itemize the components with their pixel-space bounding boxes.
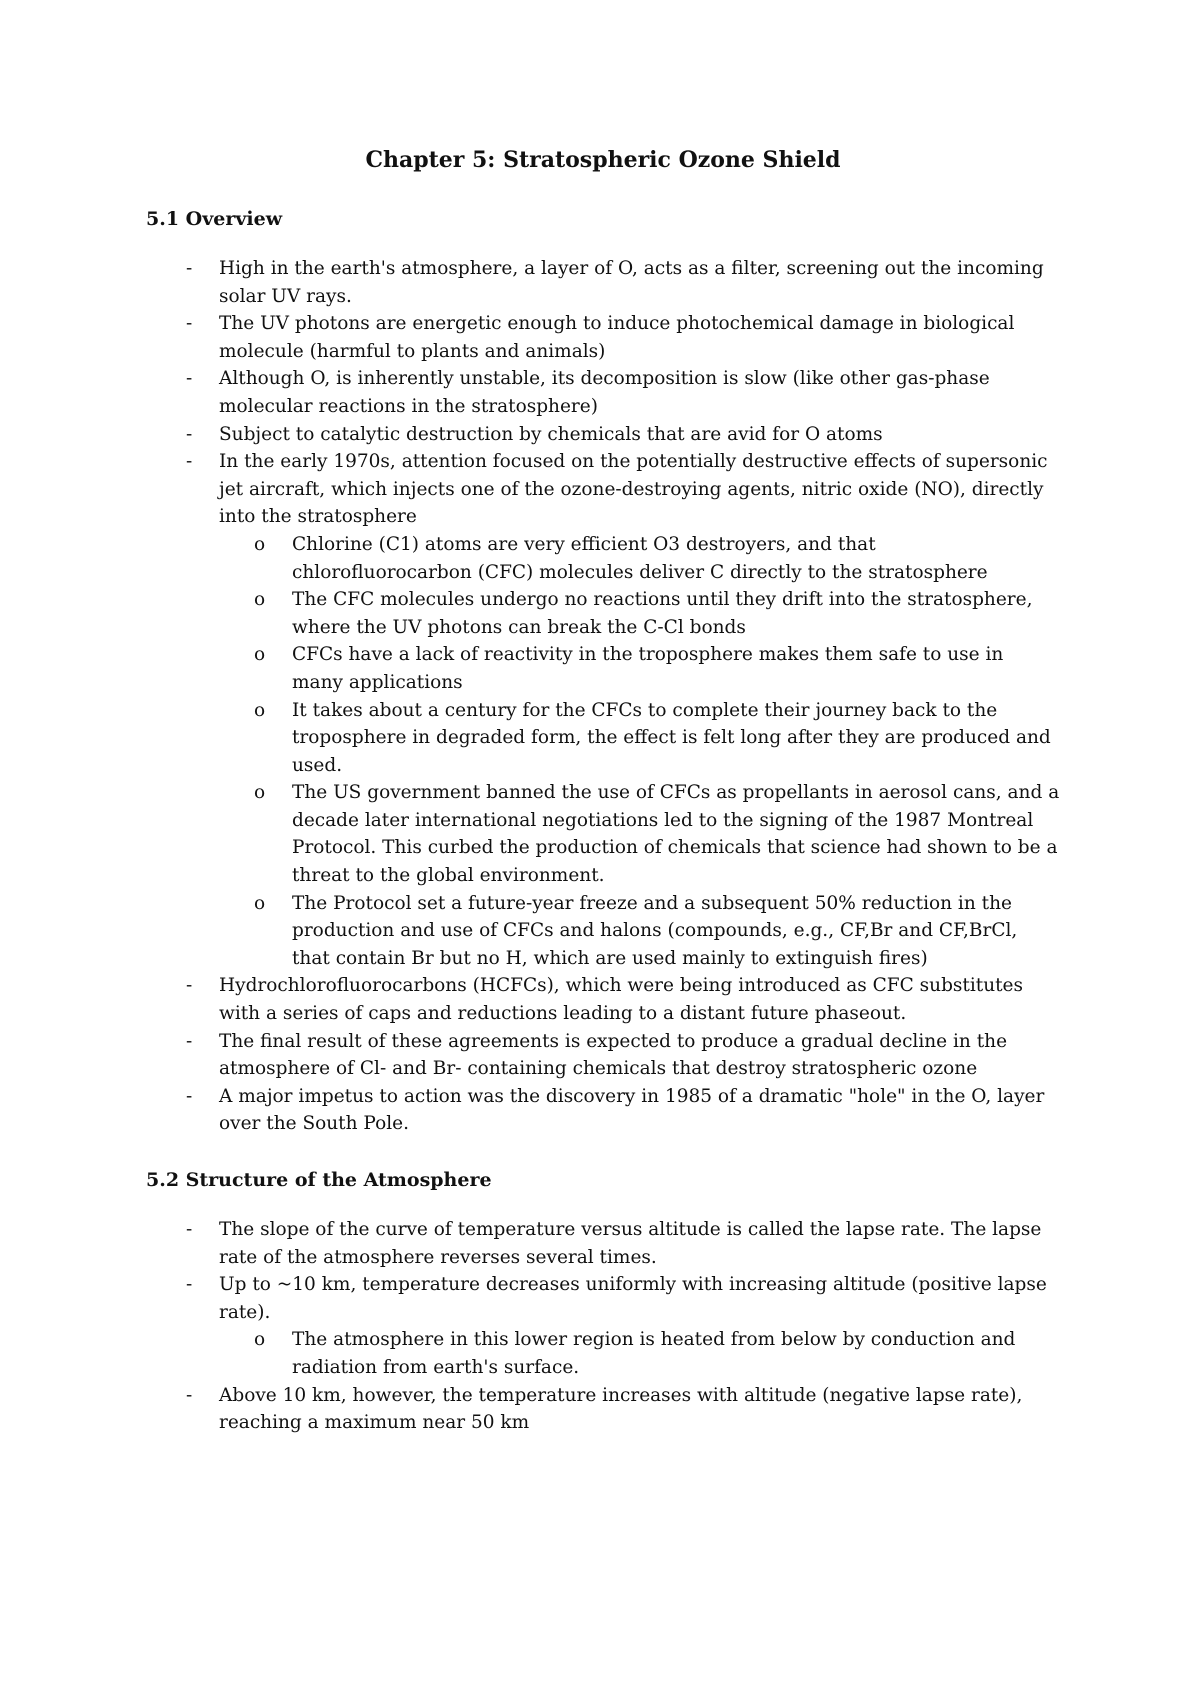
circle-marker: o bbox=[254, 589, 266, 611]
dash-marker: - bbox=[186, 313, 193, 335]
list-item bbox=[146, 1271, 1060, 1381]
dash-marker: - bbox=[186, 975, 193, 997]
dash-marker: - bbox=[186, 368, 193, 390]
structure-bullet-list bbox=[146, 1216, 1060, 1437]
list-item bbox=[146, 255, 1060, 310]
page-title: Chapter 5: Stratospheric Ozone Shield bbox=[365, 147, 841, 173]
list-item bbox=[146, 1216, 1060, 1271]
list-item-text: A major impetus to action was the discovery in 1985 of a dramatic "hole" in the O, layer over the South Pole. bbox=[219, 1085, 1045, 1135]
list-item-text: The slope of the curve of temperature versus altitude is called the lapse rate. The lapse rate of the atmosphere reverses several times. bbox=[219, 1219, 1042, 1268]
sub-list-item bbox=[219, 1326, 1060, 1381]
list-item-text: High in the earth's atmosphere, a layer of O, acts as a filter, screening out the incoming solar UV rays. bbox=[219, 258, 1044, 307]
list-item-text: In the early 1970s, attention focused on the potentially destructive effects of supersonic jet aircraft, which injects one of the ozone-destroying agents, nitric oxide (NO), directly into the stratosphere bbox=[219, 451, 1048, 528]
dash-marker: - bbox=[186, 258, 193, 279]
list-item-text: Above 10 km, however, the temperature increases with altitude (negative lapse rate), reaching a maximum near 50 km bbox=[219, 1384, 1023, 1434]
list-item-text: Subject to catalytic destruction by chemicals that are avid for O atoms bbox=[219, 423, 883, 445]
list-item bbox=[146, 1382, 1060, 1437]
sub-bullet-list bbox=[219, 1326, 1060, 1381]
dash-marker: - bbox=[186, 1384, 193, 1406]
dash-marker: - bbox=[186, 1219, 193, 1240]
dash-marker: - bbox=[186, 451, 193, 473]
list-item bbox=[146, 365, 1060, 420]
list-item-text: The UV photons are energetic enough to induce photochemical damage in biological molecule (harmful to plants and animals) bbox=[219, 313, 1015, 362]
sub-list-item-text: The CFC molecules undergo no reactions until they drift into the stratosphere, where the UV photons can break the C-Cl bonds bbox=[292, 589, 1033, 638]
list-item bbox=[146, 421, 1060, 449]
dash-marker: - bbox=[186, 1030, 193, 1052]
sub-list-item-text: It takes about a century for the CFCs to complete their journey back to the troposphere in degraded form, the effect is felt long after they are produced and used. bbox=[292, 699, 1051, 776]
sub-list-item bbox=[219, 697, 1060, 780]
sub-list-item bbox=[219, 641, 1060, 696]
sub-list-item-text: The atmosphere in this lower region is heated from below by conduction and radiation from earth's surface. bbox=[292, 1329, 1016, 1378]
circle-marker: o bbox=[254, 782, 266, 804]
list-item-text: Up to ~10 km, temperature decreases uniformly with increasing altitude (positive lapse rate). bbox=[219, 1274, 1047, 1323]
list-item bbox=[146, 448, 1060, 972]
sub-list-item bbox=[219, 890, 1060, 973]
list-item-text: The final result of these agreements is expected to produce a gradual decline in the atmosphere of Cl- and Br- containing chemicals that destroy stratospheric ozone bbox=[219, 1030, 1008, 1080]
list-item-text: Hydrochlorofluorocarbons (HCFCs), which were being introduced as CFC substitutes with a series of caps and reductions leading to a distant future phaseout. bbox=[219, 975, 1023, 1025]
sub-list-item bbox=[219, 779, 1060, 889]
sub-list-item-text: CFCs have a lack of reactivity in the troposphere makes them safe to use in many applications bbox=[292, 644, 1004, 693]
list-item bbox=[146, 1083, 1060, 1138]
list-item bbox=[146, 1028, 1060, 1083]
dash-marker: - bbox=[186, 423, 193, 445]
circle-marker: o bbox=[254, 1329, 266, 1351]
sub-list-item-text: Chlorine (C1) atoms are very efficient O3 destroyers, and that chlorofluorocarbon (CFC) molecules deliver C directly to the stratosphere bbox=[292, 533, 988, 583]
sub-list-item bbox=[219, 531, 1060, 586]
section-heading-structure: 5.2 Structure of the Atmosphere bbox=[146, 1169, 492, 1191]
dash-marker: - bbox=[186, 1085, 193, 1107]
list-item bbox=[146, 972, 1060, 1027]
list-item bbox=[146, 310, 1060, 365]
sub-bullet-list bbox=[219, 531, 1060, 973]
section-heading-overview: 5.1 Overview bbox=[146, 208, 283, 230]
dash-marker: - bbox=[186, 1274, 193, 1296]
circle-marker: o bbox=[254, 644, 266, 666]
circle-marker: o bbox=[254, 533, 266, 555]
sub-list-item-text: The Protocol set a future-year freeze and a subsequent 50% reduction in the production and use of CFCs and halons (compounds, e.g., CF,Br and CF,BrCl, that contain Br but no H, which are used mainly to extinguish fires) bbox=[292, 892, 1018, 969]
sub-list-item-text: The US government banned the use of CFCs as propellants in aerosol cans, and a decade later international negotiations led to the signing of the 1987 Montreal Protocol. This curbed the production of chemicals that science had shown to be a threat to the global environment. bbox=[292, 782, 1060, 887]
list-item-text: Although O, is inherently unstable, its decomposition is slow (like other gas-phase molecular reactions in the stratosphere) bbox=[219, 368, 990, 417]
circle-marker: o bbox=[254, 699, 266, 721]
sub-list-item bbox=[219, 586, 1060, 641]
overview-bullet-list bbox=[146, 255, 1060, 1138]
circle-marker: o bbox=[254, 892, 266, 914]
